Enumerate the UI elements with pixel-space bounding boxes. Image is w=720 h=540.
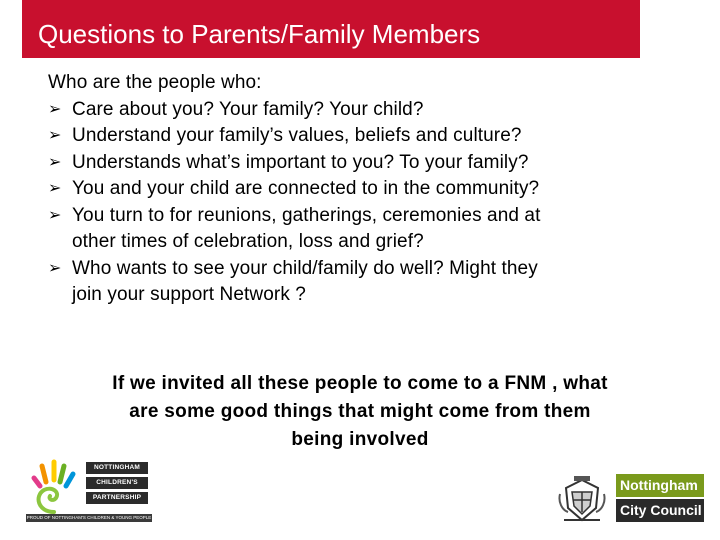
list-item: ➢ Care about you? Your family? Your child? [48,97,688,124]
question-content [48,70,688,309]
list-item: ➢ Who wants to see your child/family do well? Might they join your support Network ? [48,257,538,305]
partnership-name-boxes [86,462,148,507]
council-name-line2: City Council [616,499,704,522]
arrow-right-bullet-icon: ➢ [48,259,62,277]
page-title: Questions to Parents/Family Members [38,19,481,49]
arrow-right-bullet-icon: ➢ [48,153,62,171]
hand-swirl-logo-icon [26,456,82,516]
arrow-right-bullet-icon: ➢ [48,180,62,197]
title-bar [22,0,640,58]
question-list [48,97,688,309]
logo-word-box: NOTTINGHAM [86,462,148,474]
intro-text: Who are the people who: [48,72,262,93]
list-item: ➢ Understand your family’s values, beliefs and culture? [48,123,688,150]
list-item: ➢ You turn to for reunions, gatherings, ceremonies and at other times of celebration, loss and grief? [48,204,541,252]
council-name-boxes [616,474,704,524]
logo-word-box: PARTNERSHIP [86,492,148,504]
list-item: ➢ You and your child are connected to in the community? [48,176,688,203]
nottingham-city-council-logo [556,464,706,526]
arrow-right-bullet-icon: ➢ [48,206,62,224]
logo-word-box: CHILDREN'S [86,477,148,489]
closing-question: If we invited all these people to come to a FNM , what are some good things that might come from them being involved [112,373,608,450]
arrow-right-bullet-icon: ➢ [48,127,62,144]
logo-strapline: PROUD OF NOTTINGHAM'S CHILDREN & YOUNG PEOPLE [26,515,152,520]
list-item: ➢ Understands what’s important to you? To your family? [48,150,688,177]
council-name-line1: Nottingham [616,474,704,497]
coat-of-arms-icon [556,474,608,526]
arrow-right-bullet-icon: ➢ [48,100,62,118]
nottingham-childrens-partnership-logo [22,452,152,524]
